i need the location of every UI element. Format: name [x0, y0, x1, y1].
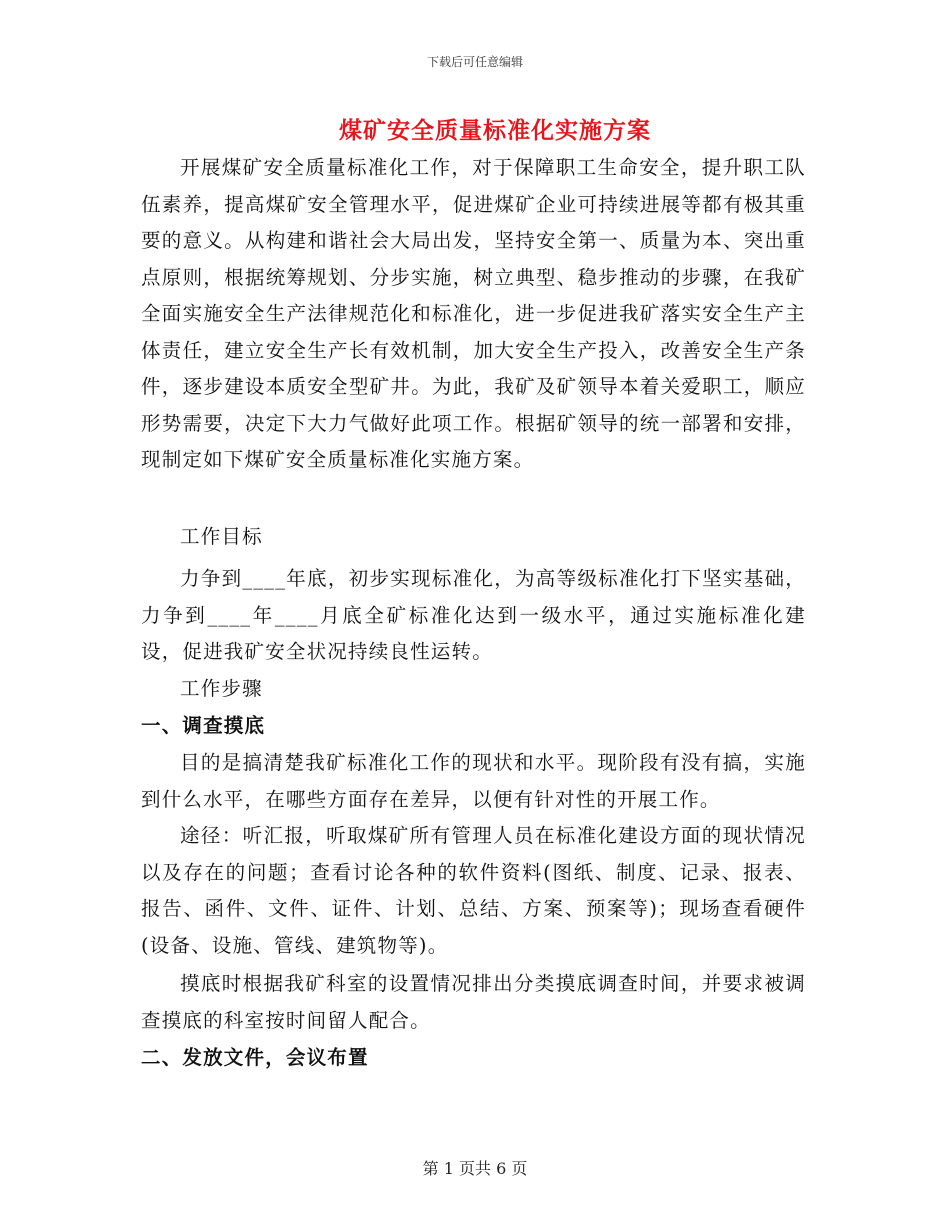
document-title: 煤矿安全质量标准化实施方案: [339, 117, 651, 144]
step1-heading: 一、调查摸底: [141, 714, 266, 737]
step1-survey-paragraph: 摸底时根据我矿科室的设置情况排出分类摸底调查时间，并要求被调查摸底的科室按时间留人配合。: [141, 972, 806, 1032]
step1-purpose-paragraph: 目的是搞清楚我矿标准化工作的现状和水平。现阶段有没有搞，实施到什么水平，在哪些方面存在差异，以便有针对性的开展工作。: [141, 751, 806, 811]
page-footer: 第 1 页共 6 页: [422, 1159, 528, 1178]
goal-paragraph: 力争到____年底，初步实现标准化，为高等级标准化打下坚实基础，力争到____年____月底全矿标准化达到一级水平，通过实施标准化建设，促进我矿安全状况持续良性运转。: [141, 567, 806, 663]
goal-label: 工作目标: [180, 525, 263, 548]
intro-paragraph: 开展煤矿安全质量标准化工作，对于保障职工生命安全，提升职工队伍素养，提高煤矿安全管理水平，促进煤矿企业可持续进展等都有极其重要的意义。从构建和谐社会大局出发，坚持安全第一、质量为本、突出重点原则，根据统筹规划、分步实施，树立典型、稳步推动的步骤，在我矿全面实施安全生产法律规范化和标准化，进一步促进我矿落实安全生产主体责任，建立安全生产长有效机制，加大安全生产投入，改善安全生产条件，逐步建设本质安全型矿井。为此，我矿及矿领导本着关爱职工，顺应形势需要，决定下大力气做好此项工作。根据矿领导的统一部署和安排，现制定如下煤矿安全质量标准化实施方案。: [141, 156, 806, 471]
steps-label: 工作步骤: [180, 677, 263, 700]
step1-route-paragraph: 途径：听汇报，听取煤矿所有管理人员在标准化建设方面的现状情况以及存在的问题；查看讨论各种的软件资料(图纸、制度、记录、报表、报告、函件、文件、证件、计划、总结、方案、预案等)；现场查看硬件(设备、设施、管线、建筑物等)。: [141, 824, 806, 957]
header-note: 下载后可任意编辑: [426, 55, 523, 69]
step2-heading: 二、发放文件，会议布置: [141, 1046, 369, 1069]
